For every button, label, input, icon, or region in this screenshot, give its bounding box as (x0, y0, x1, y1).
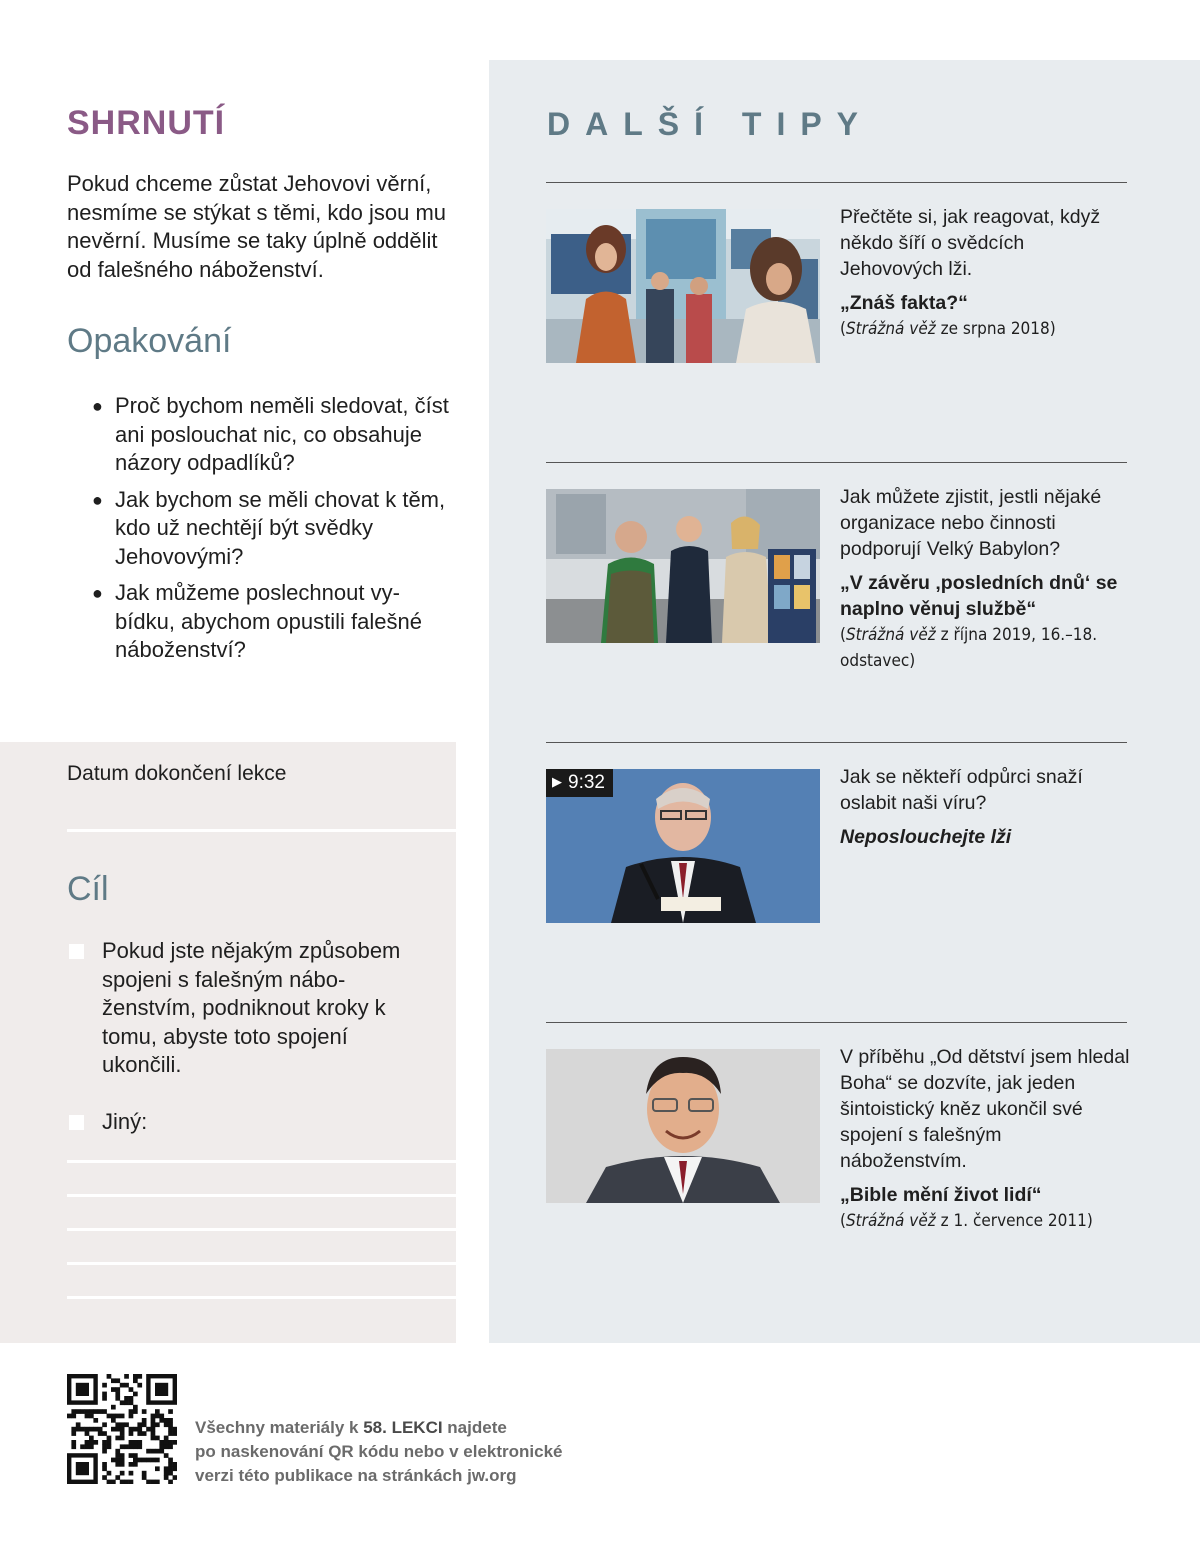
goal-checkbox[interactable] (69, 944, 84, 959)
write-line[interactable] (67, 1194, 456, 1197)
bullet-icon: ● (92, 396, 103, 416)
tip-source: (Strážná věž z 1. července 2011) (840, 1211, 1093, 1231)
summary-heading: SHRNUTÍ (67, 104, 226, 142)
play-icon: ▶ (552, 774, 562, 789)
tip-link-title[interactable]: „Bible mění život lidí“ (840, 1184, 1042, 1206)
footer-note: Všechny materiály k 58. LEKCI najdete po naskenování QR kódu nebo v elektronické verzi této publikace na stránkách jw.org (195, 1418, 563, 1485)
tip-intro: V příběhu „Od dětství jsem hledal Boha“ se dozvíte, jak jeden šintoistický kněz ukončil své spojení s falešným náboženstvím. (840, 1046, 1130, 1172)
goal-heading: Cíl (67, 870, 109, 908)
tip-source: (Strážná věž ze srpna 2018) (840, 319, 1056, 339)
bullet-icon: ● (92, 489, 103, 510)
tip-text (840, 1044, 1130, 1234)
completion-date-label: Datum dokončení lekce (67, 762, 287, 785)
review-question: ● Proč bychom neměli sledovat, číst ani poslouchat nic, co obsahuje názory odpadlíků? (92, 393, 449, 475)
tip-intro: Jak se někteří odpůrci snaží oslabit naši víru? (840, 766, 1083, 814)
tip-source: (Strážná věž z října 2019, 16.–18. odstavec) (840, 625, 1098, 671)
tip-divider (546, 1022, 1127, 1023)
bullet-icon: ● (92, 583, 103, 603)
review-question: ● Jak můžeme poslechnout vybídku, abychom opustili falešné náboženství? (92, 580, 422, 662)
goal-option-text: Jiný: (102, 1109, 148, 1134)
tip-image-news-crowd[interactable] (546, 209, 820, 363)
write-line[interactable] (67, 1160, 456, 1163)
tip-video-title[interactable]: Neposlouchejte lži (840, 826, 1012, 848)
goal-option-other (67, 1108, 427, 1137)
goal-checkbox[interactable] (69, 1115, 84, 1130)
video-duration-badge: ▶ 9:32 (546, 769, 613, 797)
tip-image-portrait[interactable] (546, 1049, 820, 1203)
review-heading: Opakování (67, 322, 232, 360)
goal-option-text: Pokud jste nějakým způsobem spojeni s falešným náboženstvím, podniknout kroky k tomu, abyste toto spojení ukončili. (102, 938, 401, 1077)
write-line[interactable] (67, 1262, 456, 1265)
review-question: ● Jak bychom se měli chovat k těm, kdo už nechtějí být svědky Jehovovými? (92, 486, 446, 569)
tip-divider (546, 462, 1127, 463)
tip-intro: Přečtěte si, jak reagovat, když někdo šíří o svědcích Jehovových lži. (840, 206, 1101, 280)
write-line[interactable] (67, 1296, 456, 1299)
tip-text (840, 764, 1130, 850)
tip-divider (546, 182, 1127, 183)
tip-divider (546, 742, 1127, 743)
goal-option (67, 937, 427, 1080)
tip-text (840, 204, 1130, 342)
tip-link-title[interactable]: „V závěru ‚posledních dnů‘ se naplno věnuj službě“ (840, 572, 1118, 620)
tip-link-title[interactable]: „Znáš fakta?“ (840, 292, 968, 314)
tips-heading: DALŠÍ TIPY (547, 106, 874, 142)
tip-video-thumbnail[interactable] (546, 769, 820, 923)
summary-text: Pokud chceme zůstat Jehovovi věrní, nesmíme se stýkat s těmi, kdo jsou mu nevěrní. Musíme se taky úplně oddělit od falešného náboženství. (67, 171, 447, 282)
qr-code[interactable] (67, 1374, 177, 1484)
write-line[interactable] (67, 1228, 456, 1231)
review-list (90, 392, 450, 673)
tip-image-street-witnessing[interactable] (546, 489, 820, 643)
tip-text (840, 484, 1130, 674)
tip-intro: Jak můžete zjistit, jestli nějaké organizace nebo činnosti podporují Velký Babylon? (840, 486, 1102, 560)
completion-date-line[interactable] (67, 829, 456, 832)
